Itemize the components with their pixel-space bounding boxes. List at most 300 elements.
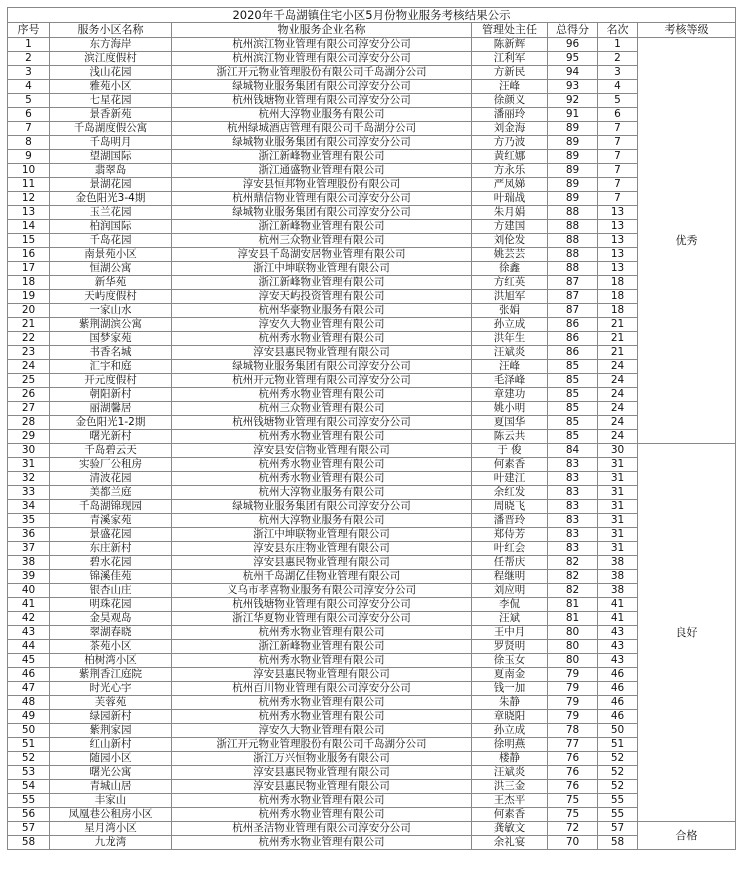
- company-name: 淳安县安信物业管理有限公司: [172, 444, 472, 458]
- total-score: 81: [548, 612, 598, 626]
- company-name: 杭州秀水物业管理有限公司: [172, 388, 472, 402]
- community-name: 望湖国际: [50, 150, 172, 164]
- company-name: 绿城物业服务集团有限公司淳安分公司: [172, 500, 472, 514]
- manager-name: 汪斌炎: [472, 346, 548, 360]
- rank: 50: [598, 724, 638, 738]
- row-index: 56: [8, 808, 50, 822]
- table-row: [8, 584, 736, 598]
- community-name: 锦溪佳苑: [50, 570, 172, 584]
- company-name: 杭州秀水物业管理有限公司: [172, 654, 472, 668]
- row-index: 10: [8, 164, 50, 178]
- total-score: 77: [548, 738, 598, 752]
- manager-name: 汪斌: [472, 612, 548, 626]
- row-index: 49: [8, 710, 50, 724]
- company-name: 杭州秀水物业管理有限公司: [172, 794, 472, 808]
- rank: 46: [598, 668, 638, 682]
- community-name: 千岛湖锦现园: [50, 500, 172, 514]
- table-row: [8, 612, 736, 626]
- grade-cell: 优秀: [638, 38, 736, 444]
- community-name: 星月湾小区: [50, 822, 172, 836]
- company-name: 淳安县惠民物业管理有限公司: [172, 766, 472, 780]
- manager-name: 余红发: [472, 486, 548, 500]
- community-name: 七星花园: [50, 94, 172, 108]
- rank: 46: [598, 710, 638, 724]
- row-index: 7: [8, 122, 50, 136]
- community-name: 雅苑小区: [50, 80, 172, 94]
- rank: 13: [598, 206, 638, 220]
- row-index: 26: [8, 388, 50, 402]
- table-row: [8, 724, 736, 738]
- rank: 24: [598, 402, 638, 416]
- community-name: 天屿度假村: [50, 290, 172, 304]
- manager-name: 汪峰: [472, 360, 548, 374]
- table-row: [8, 248, 736, 262]
- row-index: 41: [8, 598, 50, 612]
- row-index: 15: [8, 234, 50, 248]
- company-name: 浙江新峰物业管理有限公司: [172, 150, 472, 164]
- rank: 24: [598, 416, 638, 430]
- rank: 52: [598, 752, 638, 766]
- manager-name: 陈云共: [472, 430, 548, 444]
- community-name: 丰家山: [50, 794, 172, 808]
- row-index: 31: [8, 458, 50, 472]
- row-index: 58: [8, 836, 50, 850]
- table-row: [8, 570, 736, 584]
- total-score: 83: [548, 528, 598, 542]
- row-index: 37: [8, 542, 50, 556]
- manager-name: 姚芸芸: [472, 248, 548, 262]
- company-name: 浙江新峰物业管理有限公司: [172, 220, 472, 234]
- total-score: 80: [548, 640, 598, 654]
- header-company: 物业服务企业名称: [172, 23, 472, 38]
- table-row: [8, 80, 736, 94]
- total-score: 88: [548, 220, 598, 234]
- total-score: 85: [548, 388, 598, 402]
- row-index: 20: [8, 304, 50, 318]
- manager-name: 方建国: [472, 220, 548, 234]
- table-row: [8, 374, 736, 388]
- total-score: 95: [548, 52, 598, 66]
- row-index: 2: [8, 52, 50, 66]
- community-name: 青城山居: [50, 780, 172, 794]
- total-score: 96: [548, 38, 598, 52]
- company-name: 杭州圣洁物业管理有限公司淳安分公司: [172, 822, 472, 836]
- manager-name: 姚小明: [472, 402, 548, 416]
- table-row: [8, 780, 736, 794]
- company-name: 杭州滨江物业管理有限公司淳安分公司: [172, 38, 472, 52]
- company-name: 浙江新峰物业管理有限公司: [172, 276, 472, 290]
- manager-name: 方新民: [472, 66, 548, 80]
- manager-name: 叶红会: [472, 542, 548, 556]
- row-index: 17: [8, 262, 50, 276]
- rank: 7: [598, 122, 638, 136]
- rank: 5: [598, 94, 638, 108]
- total-score: 80: [548, 626, 598, 640]
- total-score: 82: [548, 556, 598, 570]
- table-row: [8, 444, 736, 458]
- community-name: 千岛碧云天: [50, 444, 172, 458]
- table-row: [8, 66, 736, 80]
- row-index: 21: [8, 318, 50, 332]
- table-row: [8, 52, 736, 66]
- community-name: 凤凰巷公租房小区: [50, 808, 172, 822]
- manager-name: 洪旭军: [472, 290, 548, 304]
- row-index: 43: [8, 626, 50, 640]
- manager-name: 江利军: [472, 52, 548, 66]
- rank: 13: [598, 234, 638, 248]
- community-name: 紫荆湖滨公寓: [50, 318, 172, 332]
- community-name: 实验厂公租房: [50, 458, 172, 472]
- row-index: 38: [8, 556, 50, 570]
- company-name: 杭州千岛湖亿佳物业管理有限公司: [172, 570, 472, 584]
- rank: 6: [598, 108, 638, 122]
- company-name: 杭州三众物业管理有限公司: [172, 402, 472, 416]
- rank: 58: [598, 836, 638, 850]
- row-index: 46: [8, 668, 50, 682]
- community-name: 茶苑小区: [50, 640, 172, 654]
- total-score: 83: [548, 500, 598, 514]
- manager-name: 刘金海: [472, 122, 548, 136]
- total-score: 87: [548, 290, 598, 304]
- manager-name: 余礼宴: [472, 836, 548, 850]
- company-name: 淳安久大物业管理有限公司: [172, 724, 472, 738]
- rank: 41: [598, 598, 638, 612]
- row-index: 24: [8, 360, 50, 374]
- community-name: 书香名城: [50, 346, 172, 360]
- community-name: 丽湖馨居: [50, 402, 172, 416]
- community-name: 景盛花园: [50, 528, 172, 542]
- header-manager: 管理处主任: [472, 23, 548, 38]
- manager-name: 刘应明: [472, 584, 548, 598]
- company-name: 浙江中坤联物业管理有限公司: [172, 528, 472, 542]
- row-index: 3: [8, 66, 50, 80]
- row-index: 25: [8, 374, 50, 388]
- rank: 57: [598, 822, 638, 836]
- manager-name: 李侃: [472, 598, 548, 612]
- rank: 31: [598, 500, 638, 514]
- community-name: 千岛湖度假公寓: [50, 122, 172, 136]
- rank: 24: [598, 360, 638, 374]
- community-name: 朝阳新村: [50, 388, 172, 402]
- company-name: 杭州大淳物业服务有限公司: [172, 108, 472, 122]
- total-score: 76: [548, 780, 598, 794]
- rank: 55: [598, 808, 638, 822]
- manager-name: 夏南金: [472, 668, 548, 682]
- total-score: 88: [548, 248, 598, 262]
- rank: 31: [598, 458, 638, 472]
- row-index: 42: [8, 612, 50, 626]
- company-name: 杭州绿城酒店管理有限公司千岛湖分公司: [172, 122, 472, 136]
- table-row: [8, 262, 736, 276]
- manager-name: 潘晋玲: [472, 514, 548, 528]
- manager-name: 程继明: [472, 570, 548, 584]
- total-score: 79: [548, 696, 598, 710]
- header-grade: 考核等级: [638, 23, 736, 38]
- total-score: 85: [548, 402, 598, 416]
- row-index: 8: [8, 136, 50, 150]
- community-name: 南景苑小区: [50, 248, 172, 262]
- manager-name: 严凤娣: [472, 178, 548, 192]
- total-score: 83: [548, 514, 598, 528]
- total-score: 89: [548, 122, 598, 136]
- community-name: 翠湖春晓: [50, 626, 172, 640]
- total-score: 89: [548, 192, 598, 206]
- total-score: 79: [548, 710, 598, 724]
- community-name: 紫荆香江庭院: [50, 668, 172, 682]
- company-name: 浙江中坤联物业管理有限公司: [172, 262, 472, 276]
- manager-name: 于 俊: [472, 444, 548, 458]
- company-name: 淳安县惠民物业管理有限公司: [172, 556, 472, 570]
- rank: 30: [598, 444, 638, 458]
- community-name: 清波花园: [50, 472, 172, 486]
- table-row: [8, 206, 736, 220]
- rank: 21: [598, 332, 638, 346]
- community-name: 柏树湾小区: [50, 654, 172, 668]
- community-name: 金昊观岛: [50, 612, 172, 626]
- total-score: 94: [548, 66, 598, 80]
- results-body: [8, 38, 736, 850]
- row-index: 14: [8, 220, 50, 234]
- rank: 3: [598, 66, 638, 80]
- company-name: 浙江新峰物业管理有限公司: [172, 640, 472, 654]
- row-index: 39: [8, 570, 50, 584]
- row-index: 34: [8, 500, 50, 514]
- rank: 43: [598, 626, 638, 640]
- community-name: 芙蓉苑: [50, 696, 172, 710]
- manager-name: 黄红娜: [472, 150, 548, 164]
- community-name: 开元度假村: [50, 374, 172, 388]
- row-index: 6: [8, 108, 50, 122]
- total-score: 89: [548, 150, 598, 164]
- header-index: 序号: [8, 23, 50, 38]
- community-name: 东庄新村: [50, 542, 172, 556]
- manager-name: 孙立成: [472, 318, 548, 332]
- community-name: 景香新苑: [50, 108, 172, 122]
- manager-name: 钱一加: [472, 682, 548, 696]
- rank: 1: [598, 38, 638, 52]
- row-index: 35: [8, 514, 50, 528]
- row-index: 12: [8, 192, 50, 206]
- company-name: 绿城物业服务集团有限公司淳安分公司: [172, 206, 472, 220]
- total-score: 72: [548, 822, 598, 836]
- company-name: 杭州秀水物业管理有限公司: [172, 696, 472, 710]
- total-score: 80: [548, 654, 598, 668]
- total-score: 82: [548, 570, 598, 584]
- table-row: [8, 388, 736, 402]
- community-name: 新华苑: [50, 276, 172, 290]
- rank: 43: [598, 640, 638, 654]
- manager-name: 徐玉女: [472, 654, 548, 668]
- total-score: 86: [548, 346, 598, 360]
- rank: 24: [598, 430, 638, 444]
- rank: 31: [598, 514, 638, 528]
- community-name: 汇宇和庭: [50, 360, 172, 374]
- row-index: 52: [8, 752, 50, 766]
- table-row: [8, 458, 736, 472]
- company-name: 杭州秀水物业管理有限公司: [172, 472, 472, 486]
- grade-cell: 良好: [638, 444, 736, 822]
- manager-name: 陈新辉: [472, 38, 548, 52]
- total-score: 84: [548, 444, 598, 458]
- community-name: 浅山花园: [50, 66, 172, 80]
- manager-name: 刘伦发: [472, 234, 548, 248]
- table-row: [8, 164, 736, 178]
- manager-name: 方红英: [472, 276, 548, 290]
- community-name: 青溪家苑: [50, 514, 172, 528]
- rank: 41: [598, 612, 638, 626]
- row-index: 40: [8, 584, 50, 598]
- community-name: 曙光公寓: [50, 766, 172, 780]
- table-row: [8, 332, 736, 346]
- rank: 43: [598, 654, 638, 668]
- community-name: 国梦家苑: [50, 332, 172, 346]
- community-name: 柏润国际: [50, 220, 172, 234]
- manager-name: 王杰平: [472, 794, 548, 808]
- community-name: 千岛明月: [50, 136, 172, 150]
- table-row: [8, 822, 736, 836]
- row-index: 53: [8, 766, 50, 780]
- manager-name: 龚敏文: [472, 822, 548, 836]
- company-name: 浙江通盛物业管理有限公司: [172, 164, 472, 178]
- table-row: [8, 402, 736, 416]
- row-index: 36: [8, 528, 50, 542]
- rank: 4: [598, 80, 638, 94]
- total-score: 93: [548, 80, 598, 94]
- total-score: 92: [548, 94, 598, 108]
- table-row: [8, 710, 736, 724]
- total-score: 87: [548, 276, 598, 290]
- total-score: 85: [548, 360, 598, 374]
- row-index: 5: [8, 94, 50, 108]
- total-score: 79: [548, 682, 598, 696]
- header-score: 总得分: [548, 23, 598, 38]
- company-name: 浙江开元物业管理股份有限公司千岛湖分公司: [172, 738, 472, 752]
- manager-name: 洪三金: [472, 780, 548, 794]
- community-name: 碧水花园: [50, 556, 172, 570]
- company-name: 绿城物业服务集团有限公司淳安分公司: [172, 136, 472, 150]
- manager-name: 叶建江: [472, 472, 548, 486]
- rank: 46: [598, 696, 638, 710]
- community-name: 千岛花园: [50, 234, 172, 248]
- company-name: 淳安县千岛湖安居物业管理有限公司: [172, 248, 472, 262]
- table-row: [8, 94, 736, 108]
- total-score: 85: [548, 430, 598, 444]
- table-row: [8, 514, 736, 528]
- rank: 46: [598, 682, 638, 696]
- total-score: 83: [548, 486, 598, 500]
- results-table: [7, 7, 736, 850]
- community-name: 玉兰花园: [50, 206, 172, 220]
- community-name: 九龙湾: [50, 836, 172, 850]
- total-score: 88: [548, 206, 598, 220]
- row-index: 48: [8, 696, 50, 710]
- header-community: 服务小区名称: [50, 23, 172, 38]
- table-row: [8, 626, 736, 640]
- table-row: [8, 500, 736, 514]
- company-name: 杭州秀水物业管理有限公司: [172, 710, 472, 724]
- manager-name: 徐鑫: [472, 262, 548, 276]
- row-index: 22: [8, 332, 50, 346]
- total-score: 85: [548, 416, 598, 430]
- total-score: 75: [548, 808, 598, 822]
- community-name: 恒湖公寓: [50, 262, 172, 276]
- table-row: [8, 150, 736, 164]
- manager-name: 方永乐: [472, 164, 548, 178]
- total-score: 83: [548, 542, 598, 556]
- header-rank: 名次: [598, 23, 638, 38]
- table-row: [8, 668, 736, 682]
- total-score: 85: [548, 374, 598, 388]
- company-name: 浙江开元物业管理股份有限公司千岛湖分公司: [172, 66, 472, 80]
- community-name: 紫荆家园: [50, 724, 172, 738]
- total-score: 89: [548, 136, 598, 150]
- row-index: 44: [8, 640, 50, 654]
- community-name: 一家山水: [50, 304, 172, 318]
- community-name: 东方海岸: [50, 38, 172, 52]
- community-name: 美都兰庭: [50, 486, 172, 500]
- rank: 52: [598, 766, 638, 780]
- company-name: 杭州大淳物业服务有限公司: [172, 514, 472, 528]
- table-row: [8, 598, 736, 612]
- manager-name: 朱静: [472, 696, 548, 710]
- rank: 38: [598, 556, 638, 570]
- total-score: 83: [548, 472, 598, 486]
- community-name: 随园小区: [50, 752, 172, 766]
- header-row: [8, 23, 736, 38]
- manager-name: 叶瑞战: [472, 192, 548, 206]
- table-row: [8, 220, 736, 234]
- table-row: [8, 38, 736, 52]
- table-row: [8, 416, 736, 430]
- company-name: 杭州秀水物业管理有限公司: [172, 458, 472, 472]
- total-score: 87: [548, 304, 598, 318]
- rank: 13: [598, 220, 638, 234]
- company-name: 绿城物业服务集团有限公司淳安分公司: [172, 360, 472, 374]
- manager-name: 孙立成: [472, 724, 548, 738]
- company-name: 杭州三众物业管理有限公司: [172, 234, 472, 248]
- row-index: 1: [8, 38, 50, 52]
- company-name: 绿城物业服务集团有限公司淳安分公司: [172, 80, 472, 94]
- table-row: [8, 108, 736, 122]
- row-index: 16: [8, 248, 50, 262]
- rank: 7: [598, 192, 638, 206]
- table-row: [8, 836, 736, 850]
- row-index: 23: [8, 346, 50, 360]
- company-name: 杭州华豪物业服务有限公司: [172, 304, 472, 318]
- manager-name: 王中月: [472, 626, 548, 640]
- row-index: 45: [8, 654, 50, 668]
- table-row: [8, 682, 736, 696]
- company-name: 杭州滨江物业管理有限公司淳安分公司: [172, 52, 472, 66]
- table-row: [8, 234, 736, 248]
- manager-name: 郑侍芳: [472, 528, 548, 542]
- company-name: 浙江华夏物业管理有限公司淳安分公司: [172, 612, 472, 626]
- total-score: 88: [548, 262, 598, 276]
- row-index: 51: [8, 738, 50, 752]
- table-row: [8, 136, 736, 150]
- row-index: 54: [8, 780, 50, 794]
- manager-name: 任帮庆: [472, 556, 548, 570]
- community-name: 明珠花园: [50, 598, 172, 612]
- company-name: 杭州百川物业管理有限公司淳安分公司: [172, 682, 472, 696]
- manager-name: 章建功: [472, 388, 548, 402]
- rank: 52: [598, 780, 638, 794]
- row-index: 50: [8, 724, 50, 738]
- community-name: 红山新村: [50, 738, 172, 752]
- results-document: [7, 7, 736, 850]
- total-score: 76: [548, 766, 598, 780]
- manager-name: 罗贤明: [472, 640, 548, 654]
